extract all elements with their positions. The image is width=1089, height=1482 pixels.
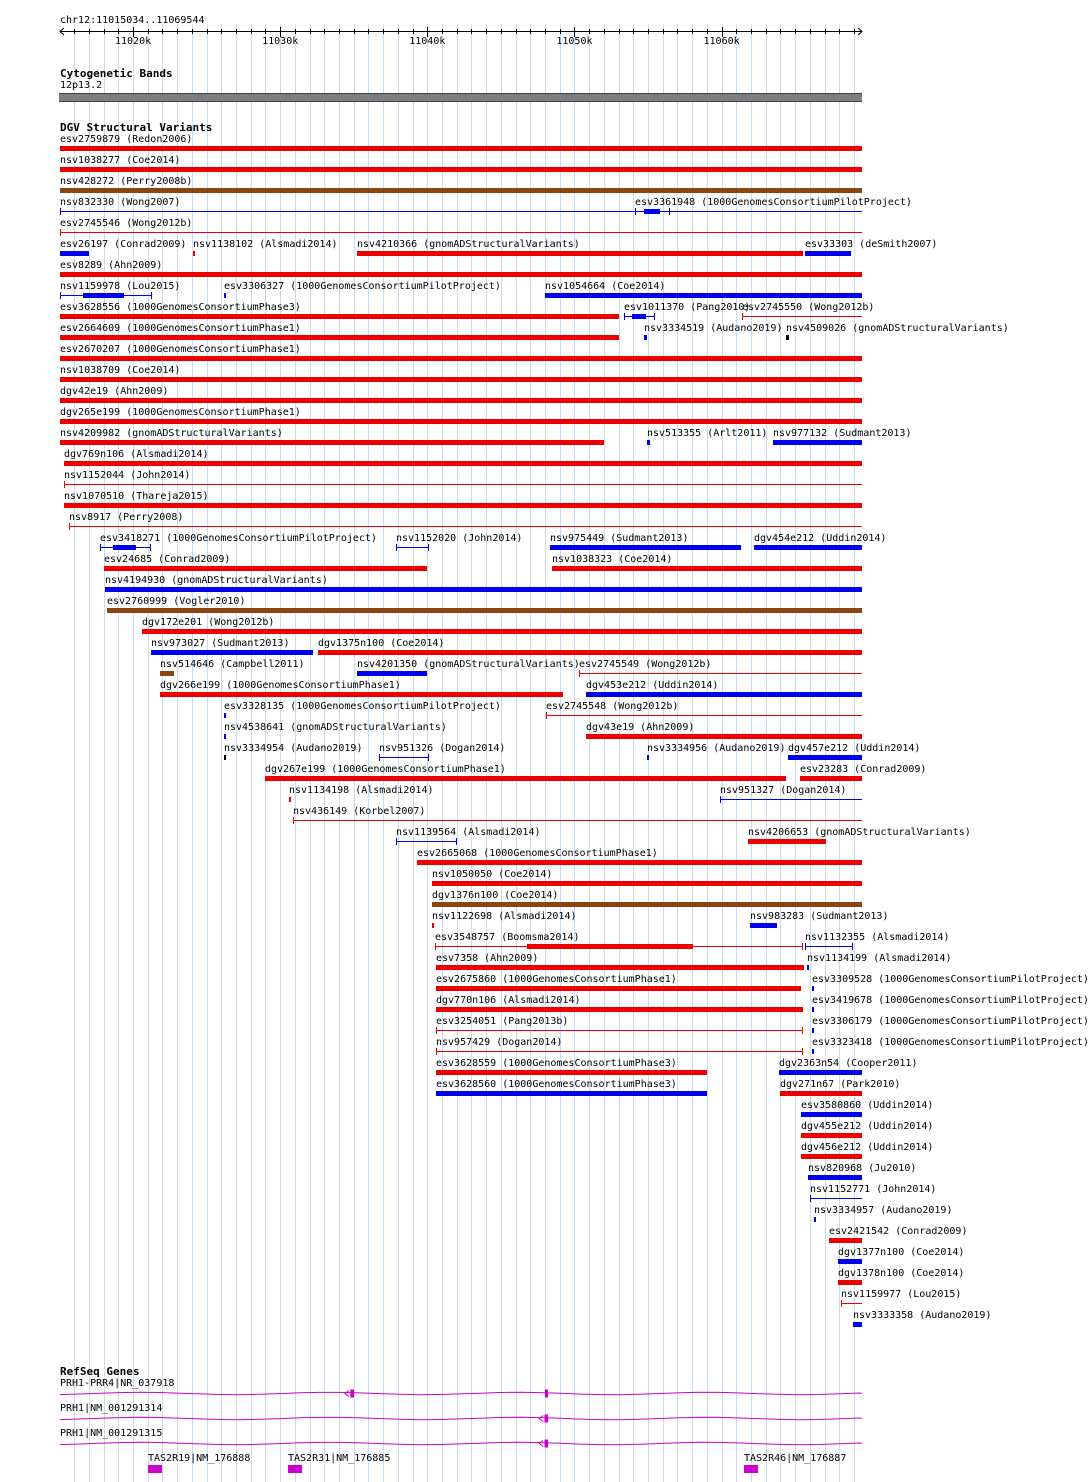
variant-glyph[interactable] bbox=[773, 440, 862, 445]
variant-cap-left bbox=[396, 544, 397, 551]
variant-cap-right bbox=[802, 1048, 803, 1055]
variant-cap-left bbox=[436, 1048, 437, 1055]
variant-label[interactable]: nsv436149 (Korbel2007) bbox=[293, 806, 426, 817]
variant-label[interactable]: nsv1138102 (Alsmadi2014) bbox=[193, 239, 338, 250]
variant-glyph[interactable] bbox=[786, 335, 789, 340]
variant-label[interactable]: dgv453e212 (Uddin2014) bbox=[586, 680, 719, 691]
variant-label[interactable]: esv1011370 (Pang2010) bbox=[624, 302, 751, 313]
variant-label[interactable]: esv3254051 (Pang2013b) bbox=[436, 1016, 569, 1027]
variant-label[interactable]: dgv2363n54 (Cooper2011) bbox=[779, 1058, 918, 1069]
ruler-tick-label: 11020k bbox=[115, 36, 152, 47]
variant-glyph[interactable] bbox=[779, 1070, 862, 1075]
variant-label[interactable]: nsv3334954 (Audano2019) bbox=[224, 743, 363, 754]
variant-line bbox=[546, 715, 862, 716]
variant-glyph[interactable] bbox=[579, 670, 862, 677]
variant-line bbox=[720, 799, 862, 800]
variant-label[interactable]: esv3628559 (1000GenomesConsortiumPhase3) bbox=[436, 1058, 677, 1069]
variant-label[interactable]: esv2745548 (Wong2012b) bbox=[546, 701, 679, 712]
variant-glyph[interactable] bbox=[788, 755, 862, 760]
variant-label[interactable]: nsv1159977 (Lou2015) bbox=[841, 1289, 962, 1300]
variant-glyph[interactable] bbox=[60, 229, 862, 236]
variant-glyph[interactable] bbox=[160, 692, 563, 697]
variant-label[interactable]: esv3323418 (1000GenomesConsortiumPilotProject) bbox=[812, 1037, 1089, 1048]
variant-label[interactable]: dgv1377n100 (Coe2014) bbox=[838, 1247, 965, 1258]
variant-label[interactable]: nsv975449 (Sudmant2013) bbox=[550, 533, 689, 544]
variant-label[interactable]: esv7358 (Ahn2009) bbox=[436, 953, 539, 964]
variant-glyph[interactable] bbox=[60, 398, 862, 403]
variant-glyph[interactable] bbox=[647, 755, 649, 760]
variant-label[interactable]: esv3548757 (Boomsma2014) bbox=[435, 932, 580, 943]
variant-glyph[interactable] bbox=[151, 650, 313, 655]
variant-glyph[interactable] bbox=[60, 292, 152, 299]
variant-glyph[interactable] bbox=[60, 146, 862, 151]
variant-glyph[interactable] bbox=[357, 671, 427, 676]
variant-label[interactable]: dgv267e199 (1000GenomesConsortiumPhase1) bbox=[265, 764, 506, 775]
variant-line bbox=[396, 841, 457, 842]
variant-label[interactable]: esv33303 (deSmith2007) bbox=[805, 239, 938, 250]
variant-cap-left bbox=[810, 1195, 811, 1202]
variant-glyph[interactable] bbox=[436, 1027, 803, 1034]
variant-cap-left bbox=[436, 1027, 437, 1034]
variant-glyph[interactable] bbox=[60, 272, 862, 277]
variant-cap-left bbox=[841, 1300, 842, 1307]
variant-glyph[interactable] bbox=[60, 167, 862, 172]
variant-glyph[interactable] bbox=[807, 965, 809, 970]
variant-cap-left bbox=[69, 523, 70, 530]
variant-glyph[interactable] bbox=[841, 1300, 862, 1307]
variant-label[interactable]: nsv4201350 (gnomADStructuralVariants) bbox=[357, 659, 580, 670]
variant-label[interactable]: nsv8917 (Perry2008) bbox=[69, 512, 184, 523]
variant-label[interactable]: nsv1132355 (Alsmadi2014) bbox=[805, 932, 950, 943]
variant-glyph[interactable] bbox=[838, 1280, 862, 1285]
variant-label[interactable]: dgv1378n100 (Coe2014) bbox=[838, 1268, 965, 1279]
variant-label[interactable]: nsv4538641 (gnomADStructuralVariants) bbox=[224, 722, 447, 733]
variant-glyph[interactable] bbox=[224, 734, 226, 739]
variant-label[interactable]: nsv977132 (Sudmant2013) bbox=[773, 428, 912, 439]
variant-glyph[interactable] bbox=[60, 419, 862, 424]
variant-line bbox=[810, 1198, 862, 1199]
variant-label[interactable]: nsv832330 (Wong2007) bbox=[60, 197, 181, 208]
ruler-tick-label: 11030k bbox=[262, 36, 299, 47]
variant-glyph[interactable] bbox=[780, 1091, 862, 1096]
variant-cap-right bbox=[654, 313, 655, 320]
variant-glyph[interactable] bbox=[60, 440, 604, 445]
variant-label[interactable]: nsv973027 (Sudmant2013) bbox=[151, 638, 290, 649]
variant-line bbox=[436, 1030, 803, 1031]
variant-line bbox=[293, 820, 862, 821]
variant-label[interactable]: nsv1152020 (John2014) bbox=[396, 533, 523, 544]
variant-label[interactable]: esv2760999 (Vogler2010) bbox=[107, 596, 246, 607]
variant-glyph[interactable] bbox=[801, 1154, 862, 1159]
variant-glyph[interactable] bbox=[107, 608, 862, 613]
refseq-track-title: RefSeq Genes bbox=[60, 1365, 140, 1378]
variant-glyph[interactable] bbox=[436, 1007, 803, 1012]
variant-glyph[interactable] bbox=[586, 734, 862, 739]
variant-glyph[interactable] bbox=[801, 1112, 862, 1117]
variant-glyph[interactable] bbox=[812, 1028, 814, 1033]
variant-label[interactable]: nsv4509026 (gnomADStructuralVariants) bbox=[786, 323, 1009, 334]
variant-label[interactable]: dgv271n67 (Park2010) bbox=[780, 1079, 901, 1090]
variant-cap-left bbox=[720, 796, 721, 803]
variant-label[interactable]: nsv951327 (Dogan2014) bbox=[720, 785, 847, 796]
variant-cap-left bbox=[60, 229, 61, 236]
variant-glyph[interactable] bbox=[379, 754, 429, 761]
variant-glyph[interactable] bbox=[193, 251, 195, 256]
variant-label[interactable]: dgv172e201 (Wong2012b) bbox=[142, 617, 275, 628]
gene-label[interactable]: PRH1-PRR4|NR_037918 bbox=[60, 1378, 175, 1389]
variant-label[interactable]: nsv1159978 (Lou2015) bbox=[60, 281, 181, 292]
variant-cap-right bbox=[852, 943, 853, 950]
variant-label[interactable]: dgv1375n100 (Coe2014) bbox=[318, 638, 445, 649]
variant-label[interactable]: nsv1070510 (Thareja2015) bbox=[64, 491, 209, 502]
variant-cap-right bbox=[456, 838, 457, 845]
variant-cap-left bbox=[100, 544, 101, 551]
variant-label[interactable]: dgv265e199 (1000GenomesConsortiumPhase1) bbox=[60, 407, 301, 418]
variant-label[interactable]: dgv266e199 (1000GenomesConsortiumPhase1) bbox=[160, 680, 401, 691]
variant-glyph[interactable] bbox=[224, 293, 226, 298]
variant-label[interactable]: dgv1376n100 (Coe2014) bbox=[432, 890, 559, 901]
variant-label[interactable]: esv2745549 (Wong2012b) bbox=[579, 659, 712, 670]
variant-glyph[interactable] bbox=[69, 523, 862, 530]
variant-label[interactable]: nsv1038709 (Coe2014) bbox=[60, 365, 181, 376]
variant-glyph[interactable] bbox=[586, 692, 862, 697]
variant-label[interactable]: esv3361948 (1000GenomesConsortiumPilotProject) bbox=[635, 197, 912, 208]
variant-label[interactable]: nsv1054664 (Coe2014) bbox=[545, 281, 666, 292]
variant-label[interactable]: nsv4194930 (gnomADStructuralVariants) bbox=[105, 575, 328, 586]
variant-label[interactable]: nsv820968 (Ju2010) bbox=[808, 1163, 917, 1174]
variant-glyph[interactable] bbox=[64, 461, 862, 466]
variant-block bbox=[644, 209, 660, 214]
variant-label[interactable]: esv26197 (Conrad2009) bbox=[60, 239, 187, 250]
variant-glyph[interactable] bbox=[265, 776, 786, 781]
variant-label[interactable]: esv8289 (Ahn2009) bbox=[60, 260, 163, 271]
gene-label[interactable]: PRH1|NM_001291315 bbox=[60, 1428, 163, 1439]
variant-label[interactable]: nsv4210366 (gnomADStructuralVariants) bbox=[357, 239, 580, 250]
variant-label[interactable]: esv24685 (Conrad2009) bbox=[104, 554, 231, 565]
variant-glyph[interactable] bbox=[60, 251, 89, 256]
variant-label[interactable]: dgv457e212 (Uddin2014) bbox=[788, 743, 921, 754]
variant-block bbox=[83, 293, 124, 298]
variant-glyph[interactable] bbox=[100, 544, 151, 551]
variant-line bbox=[396, 547, 429, 548]
variant-glyph[interactable] bbox=[396, 838, 457, 845]
variant-glyph[interactable] bbox=[60, 188, 862, 193]
variant-glyph[interactable] bbox=[545, 293, 862, 298]
variant-label[interactable]: dgv454e212 (Uddin2014) bbox=[754, 533, 887, 544]
variant-label[interactable]: esv3306179 (1000GenomesConsortiumPilotProject) bbox=[812, 1016, 1089, 1027]
variant-glyph[interactable] bbox=[160, 671, 174, 676]
variant-glyph[interactable] bbox=[64, 503, 862, 508]
variant-glyph[interactable] bbox=[60, 335, 619, 340]
variant-cap-right bbox=[802, 1027, 803, 1034]
variant-line bbox=[436, 1051, 803, 1052]
variant-label[interactable]: nsv4209982 (gnomADStructuralVariants) bbox=[60, 428, 283, 439]
variant-label[interactable]: nsv1152771 (John2014) bbox=[810, 1184, 937, 1195]
variant-label[interactable]: esv23283 (Conrad2009) bbox=[800, 764, 927, 775]
variant-label[interactable]: nsv957429 (Dogan2014) bbox=[436, 1037, 563, 1048]
variant-label[interactable]: esv2675860 (1000GenomesConsortiumPhase1) bbox=[436, 974, 677, 985]
variant-label[interactable]: esv3419678 (1000GenomesConsortiumPilotProject) bbox=[812, 995, 1089, 1006]
ruler-tick-label: 11060k bbox=[703, 36, 740, 47]
variant-glyph[interactable] bbox=[812, 986, 814, 991]
variant-glyph[interactable] bbox=[64, 481, 862, 488]
variant-glyph[interactable] bbox=[432, 902, 862, 907]
variant-glyph[interactable] bbox=[550, 545, 741, 550]
variant-line bbox=[579, 673, 862, 674]
variant-glyph[interactable] bbox=[60, 356, 862, 361]
variant-label[interactable]: nsv1134199 (Alsmadi2014) bbox=[807, 953, 952, 964]
variant-glyph[interactable] bbox=[293, 817, 862, 824]
variant-glyph[interactable] bbox=[644, 335, 647, 340]
variant-label[interactable]: nsv1139564 (Alsmadi2014) bbox=[396, 827, 541, 838]
variant-label[interactable]: esv2759879 (Redon2006) bbox=[60, 134, 193, 145]
variant-label[interactable]: nsv1038323 (Coe2014) bbox=[552, 554, 673, 565]
variant-cap-left bbox=[546, 712, 547, 719]
variant-label[interactable]: nsv4206653 (gnomADStructuralVariants) bbox=[748, 827, 971, 838]
variant-label[interactable]: esv2664609 (1000GenomesConsortiumPhase1) bbox=[60, 323, 301, 334]
variant-glyph[interactable] bbox=[748, 839, 826, 844]
variant-glyph[interactable] bbox=[810, 1195, 862, 1202]
variant-label[interactable]: esv2745550 (Wong2012b) bbox=[742, 302, 875, 313]
variant-glyph[interactable] bbox=[436, 965, 804, 970]
variant-glyph[interactable] bbox=[635, 208, 670, 215]
variant-label[interactable]: nsv1050050 (Coe2014) bbox=[432, 869, 553, 880]
variant-cap-left bbox=[60, 292, 61, 299]
variant-glyph[interactable] bbox=[357, 251, 803, 256]
variant-cap-left bbox=[742, 313, 743, 320]
variant-glyph[interactable] bbox=[142, 629, 862, 634]
variant-label[interactable]: nsv514646 (Campbell2011) bbox=[160, 659, 305, 670]
variant-label[interactable]: esv3309528 (1000GenomesConsortiumPilotProject) bbox=[812, 974, 1089, 985]
variant-cap-right bbox=[428, 544, 429, 551]
variant-glyph[interactable] bbox=[318, 650, 862, 655]
variant-label[interactable]: esv3580860 (Uddin2014) bbox=[801, 1100, 934, 1111]
variant-line bbox=[64, 484, 862, 485]
variant-glyph[interactable] bbox=[436, 1070, 707, 1075]
variant-glyph[interactable] bbox=[104, 566, 427, 571]
variant-label[interactable]: nsv951326 (Dogan2014) bbox=[379, 743, 506, 754]
variant-glyph[interactable] bbox=[396, 544, 429, 551]
variant-label[interactable]: nsv428272 (Perry2008b) bbox=[60, 176, 193, 187]
variant-label[interactable]: nsv1122698 (Alsmadi2014) bbox=[432, 911, 577, 922]
variant-label[interactable]: nsv3333358 (Audano2019) bbox=[853, 1310, 992, 1321]
variant-cap-left bbox=[379, 754, 380, 761]
variant-label[interactable]: esv3628560 (1000GenomesConsortiumPhase3) bbox=[436, 1079, 677, 1090]
ruler-tick-label: 11040k bbox=[409, 36, 446, 47]
variant-cap-left bbox=[624, 313, 625, 320]
variant-glyph[interactable] bbox=[432, 923, 434, 928]
cytoband-label: 12p13.2 bbox=[60, 80, 103, 91]
variant-label[interactable]: nsv3334957 (Audano2019) bbox=[814, 1205, 953, 1216]
variant-line bbox=[742, 316, 862, 317]
variant-line bbox=[841, 1303, 862, 1304]
variant-glyph[interactable] bbox=[742, 313, 862, 320]
variant-cap-right bbox=[150, 544, 151, 551]
variant-label[interactable]: esv2421542 (Conrad2009) bbox=[829, 1226, 968, 1237]
variant-label[interactable]: dgv455e212 (Uddin2014) bbox=[801, 1121, 934, 1132]
variant-label[interactable]: nsv1038277 (Coe2014) bbox=[60, 155, 181, 166]
variant-line bbox=[60, 232, 862, 233]
variant-label[interactable]: nsv3334956 (Audano2019) bbox=[647, 743, 786, 754]
variant-glyph[interactable] bbox=[435, 943, 803, 950]
variant-label[interactable]: dgv770n106 (Alsmadi2014) bbox=[436, 995, 581, 1006]
variant-label[interactable]: dgv43e19 (Ahn2009) bbox=[586, 722, 695, 733]
variant-glyph[interactable] bbox=[432, 881, 862, 886]
variant-glyph[interactable] bbox=[436, 1091, 707, 1096]
dgv-track-title: DGV Structural Variants bbox=[60, 121, 213, 134]
variant-glyph[interactable] bbox=[105, 587, 862, 592]
variant-glyph[interactable] bbox=[812, 1049, 814, 1054]
variant-glyph[interactable] bbox=[808, 1175, 862, 1180]
variant-glyph[interactable] bbox=[812, 1007, 814, 1012]
variant-label[interactable]: nsv513355 (Arlt2011) bbox=[647, 428, 768, 439]
variant-cap-right bbox=[669, 208, 670, 215]
variant-label[interactable]: esv2745546 (Wong2012b) bbox=[60, 218, 193, 229]
variant-glyph[interactable] bbox=[801, 1133, 862, 1138]
variant-glyph[interactable] bbox=[60, 377, 862, 382]
variant-glyph[interactable] bbox=[805, 943, 853, 950]
variant-line bbox=[805, 946, 853, 947]
variant-label[interactable]: esv3306327 (1000GenomesConsortiumPilotProject) bbox=[224, 281, 501, 292]
variant-glyph[interactable] bbox=[552, 566, 862, 571]
variant-glyph[interactable] bbox=[436, 1048, 803, 1055]
cytoband-track-title: Cytogenetic Bands bbox=[60, 67, 173, 80]
variant-cap-right bbox=[151, 292, 152, 299]
variant-cap-right bbox=[428, 754, 429, 761]
gene-label[interactable]: TAS2R46|NM_176887 bbox=[744, 1453, 847, 1464]
gene-label[interactable]: TAS2R19|NM_176888 bbox=[148, 1453, 251, 1464]
variant-glyph[interactable] bbox=[750, 923, 777, 928]
variant-label[interactable]: dgv456e212 (Uddin2014) bbox=[801, 1142, 934, 1153]
variant-cap-left bbox=[293, 817, 294, 824]
variant-label[interactable]: esv3328135 (1000GenomesConsortiumPilotProject) bbox=[224, 701, 501, 712]
variant-cap-left bbox=[435, 943, 436, 950]
variant-cap-left bbox=[64, 481, 65, 488]
gene-label[interactable]: TAS2R31|NM_176885 bbox=[288, 1453, 391, 1464]
variant-cap-left bbox=[60, 208, 61, 215]
variant-glyph[interactable] bbox=[647, 440, 650, 445]
variant-glyph[interactable] bbox=[720, 796, 862, 803]
variant-block bbox=[632, 314, 646, 319]
variant-glyph[interactable] bbox=[60, 208, 862, 215]
variant-label[interactable]: esv3418271 (1000GenomesConsortiumPilotProject) bbox=[100, 533, 377, 544]
variant-line bbox=[379, 757, 429, 758]
variant-cap-left bbox=[805, 943, 806, 950]
variant-label[interactable]: esv3628556 (1000GenomesConsortiumPhase3) bbox=[60, 302, 301, 313]
variant-glyph[interactable] bbox=[814, 1217, 816, 1222]
variant-label[interactable]: esv2670207 (1000GenomesConsortiumPhase1) bbox=[60, 344, 301, 355]
variant-glyph[interactable] bbox=[60, 314, 619, 319]
variant-block bbox=[113, 545, 136, 550]
variant-glyph[interactable] bbox=[800, 776, 862, 781]
variant-label[interactable]: nsv1134198 (Alsmadi2014) bbox=[289, 785, 434, 796]
variant-label[interactable]: dgv769n106 (Alsmadi2014) bbox=[64, 449, 209, 460]
variant-label[interactable]: esv2665068 (1000GenomesConsortiumPhase1) bbox=[417, 848, 658, 859]
ruler-tick-label: 11050k bbox=[556, 36, 593, 47]
variant-label[interactable]: nsv3334519 (Audano2019) bbox=[644, 323, 783, 334]
variant-label[interactable]: dgv42e19 (Ahn2009) bbox=[60, 386, 169, 397]
variant-block bbox=[527, 944, 693, 949]
variant-cap-right bbox=[802, 943, 803, 950]
variant-glyph[interactable] bbox=[838, 1259, 862, 1264]
variant-glyph[interactable] bbox=[224, 755, 226, 760]
variant-glyph[interactable] bbox=[546, 712, 862, 719]
variant-line bbox=[60, 211, 862, 212]
variant-glyph[interactable] bbox=[436, 986, 801, 991]
locus-label: chr12:11015034..11069544 bbox=[60, 15, 205, 26]
variant-glyph[interactable] bbox=[853, 1322, 862, 1327]
variant-glyph[interactable] bbox=[624, 313, 655, 320]
gene-label[interactable]: PRH1|NM_001291314 bbox=[60, 1403, 163, 1414]
variant-cap-left bbox=[579, 670, 580, 677]
variant-glyph[interactable] bbox=[224, 713, 226, 718]
variant-label[interactable]: nsv983283 (Sudmant2013) bbox=[750, 911, 889, 922]
variant-glyph[interactable] bbox=[289, 797, 291, 802]
variant-glyph[interactable] bbox=[417, 860, 862, 865]
variant-line bbox=[69, 526, 862, 527]
variant-label[interactable]: nsv1152044 (John2014) bbox=[64, 470, 191, 481]
variant-glyph[interactable] bbox=[754, 545, 862, 550]
variant-glyph[interactable] bbox=[829, 1238, 862, 1243]
variant-cap-left bbox=[396, 838, 397, 845]
variant-glyph[interactable] bbox=[805, 251, 851, 256]
variant-cap-left bbox=[635, 208, 636, 215]
